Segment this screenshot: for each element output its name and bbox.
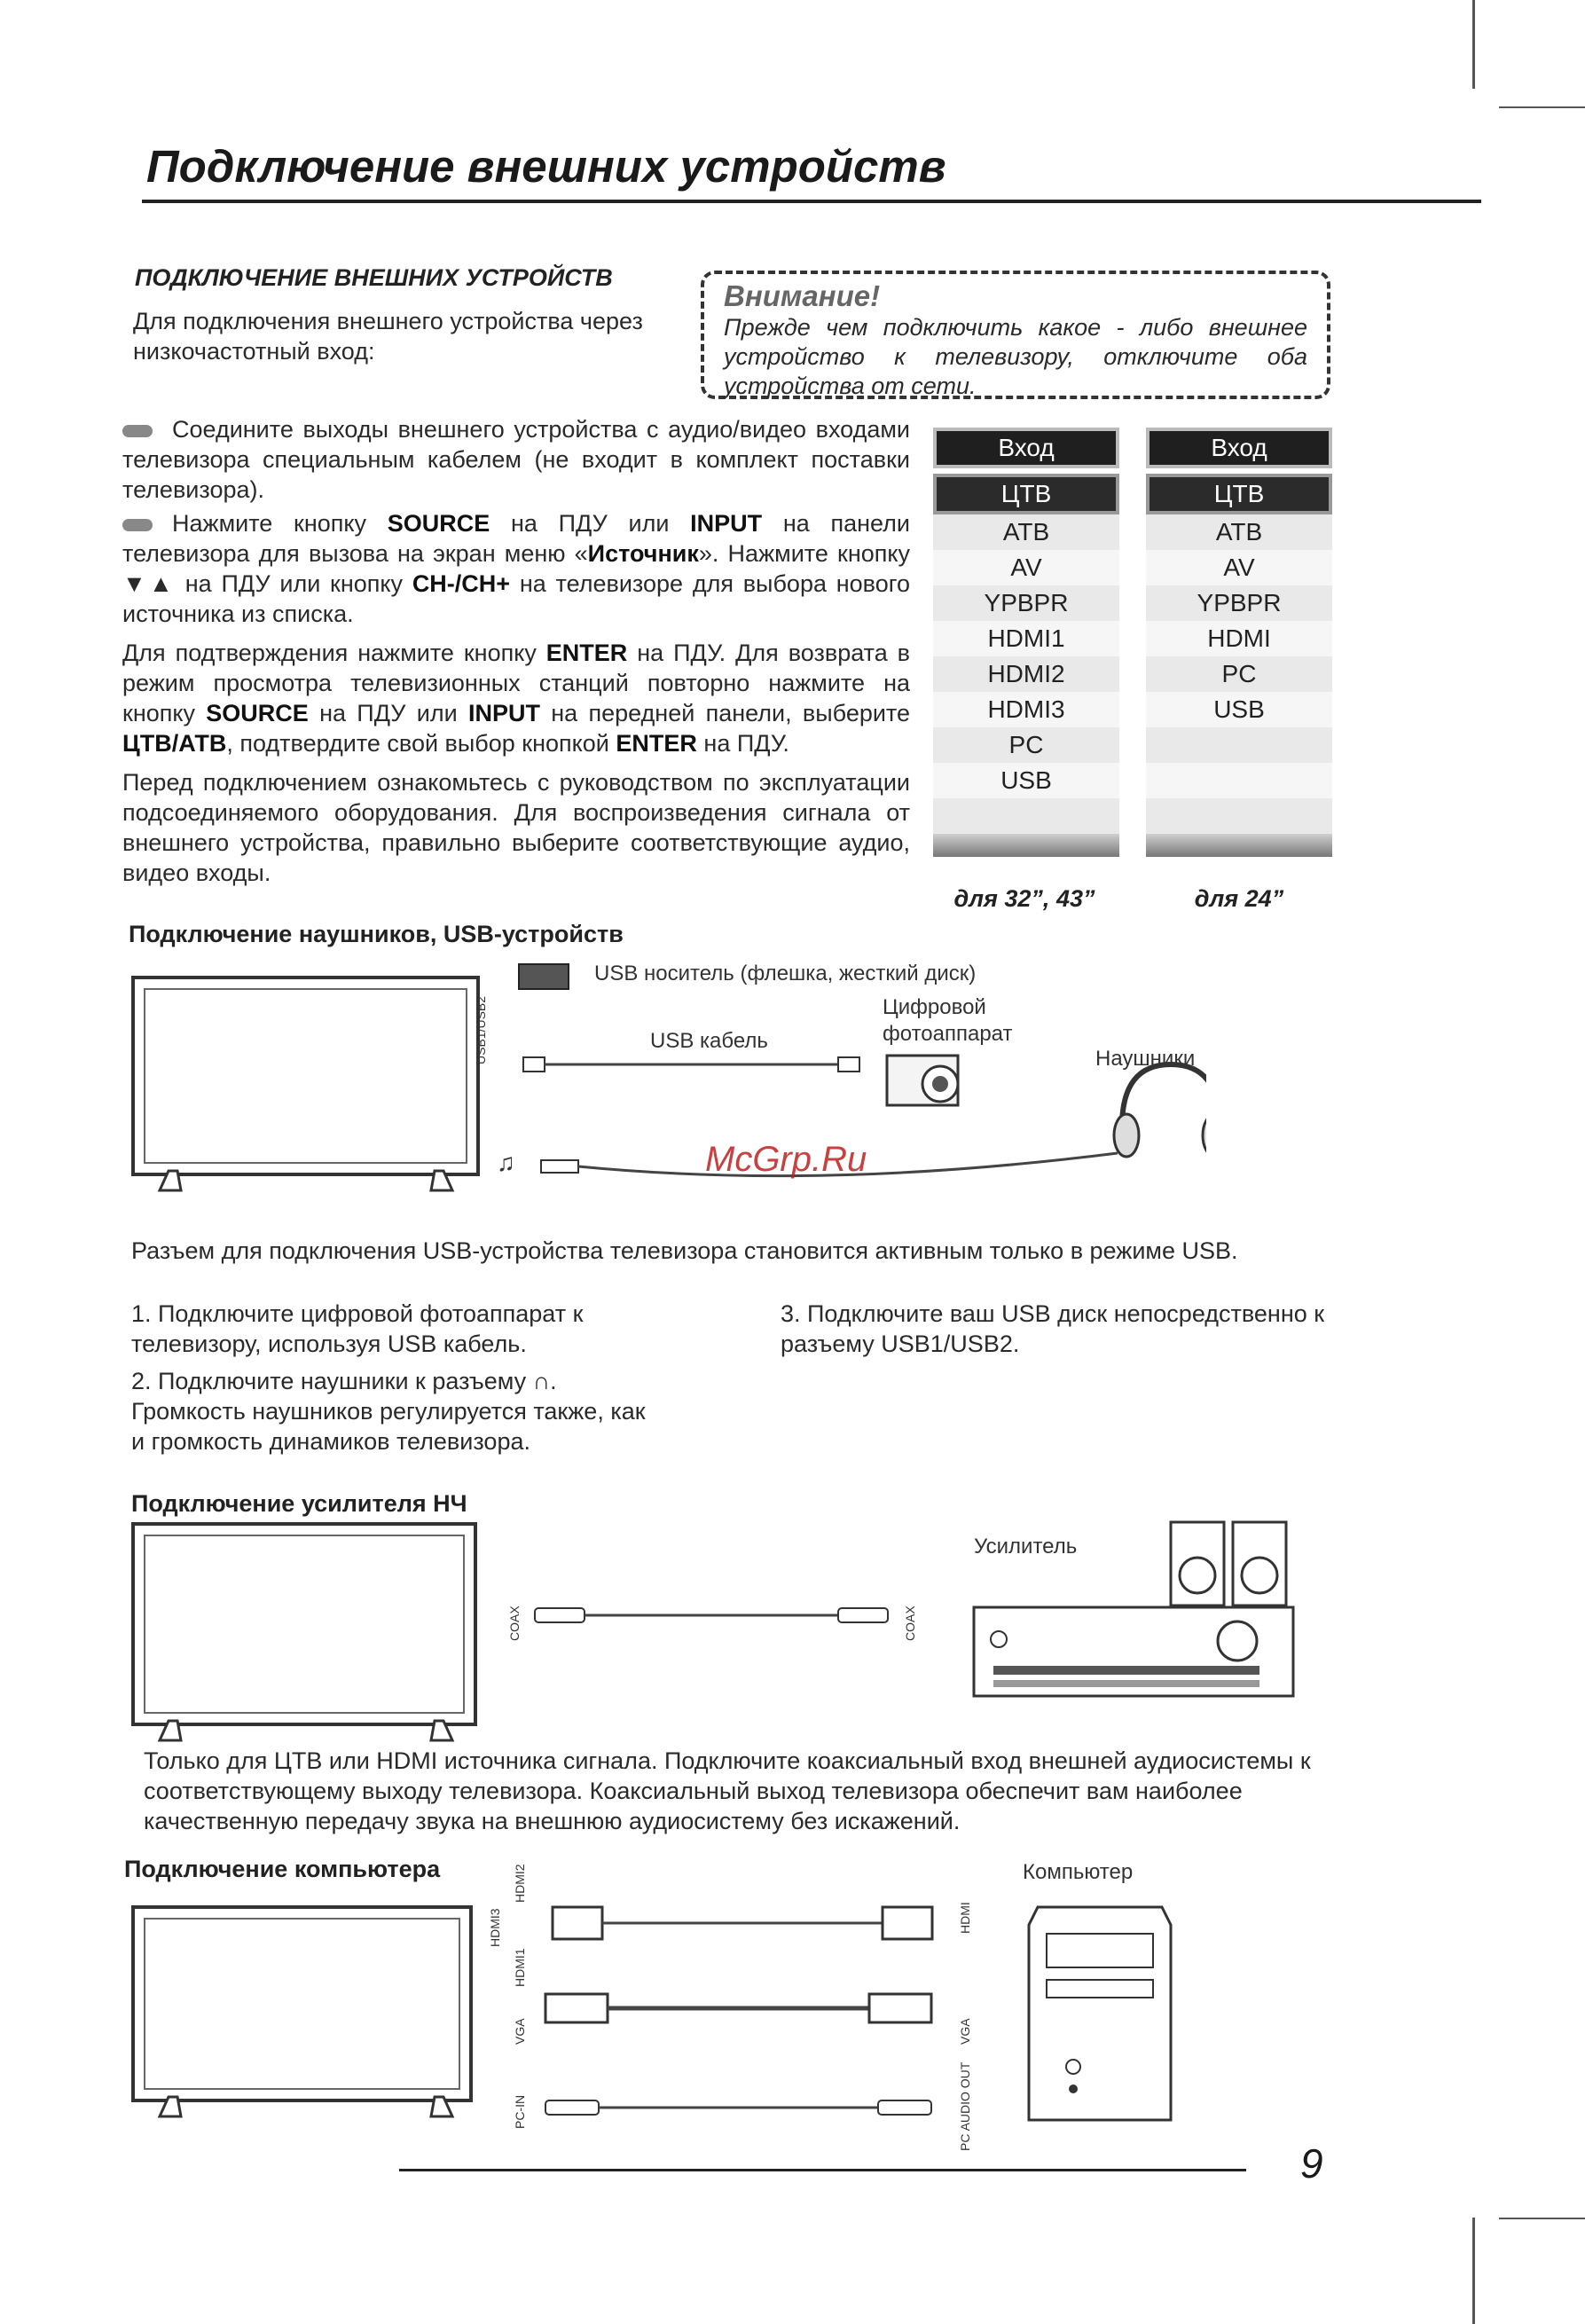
camera-label-1: Цифровой	[883, 995, 986, 1019]
step-4: Перед подключением ознакомьтесь с руководством по эксплуатации подсоединяемого оборудования. Для воспроизведения сигнала от внешнего устройства, правильно выберите соответствующие аудио, видео входы.	[122, 769, 910, 886]
menu-item[interactable]: HDMI1	[933, 621, 1119, 656]
watermark: McGrp.Ru	[705, 1140, 867, 1179]
menu-item	[1146, 727, 1332, 763]
menu-item[interactable]: USB	[933, 763, 1119, 798]
source-menu-24	[1146, 428, 1332, 857]
menu-item	[1146, 798, 1332, 834]
tv-illustration	[131, 1522, 477, 1726]
coax-amp-label: COAX	[903, 1606, 917, 1641]
computer-tower-icon	[1020, 1898, 1180, 2129]
audio-plug-right	[878, 2100, 931, 2115]
bullet-icon	[122, 425, 153, 437]
usb-step-3: 3. Подключите ваш USB диск непосредственно к разъему USB1/USB2.	[781, 1300, 1325, 1357]
menu-item	[933, 798, 1119, 834]
page-number: 9	[1300, 2140, 1323, 2187]
menu-selected-item[interactable]: ЦТВ	[933, 474, 1119, 514]
usb-cable-label: USB кабель	[650, 1029, 768, 1053]
warning-title: Внимание!	[724, 279, 881, 312]
audio-plug	[541, 1160, 578, 1173]
rca-plug-left	[535, 1608, 585, 1622]
warning-text: Прежде чем подключить какое - либо внешнее устройство к телевизору, отключите оба устройства от сети.	[724, 314, 1307, 399]
headphones-icon	[1114, 1064, 1206, 1157]
step-2: Нажмите кнопку SOURCE на ПДУ или INPUT на панели телевизора для вызова на экран меню «Источник». Нажмите кнопку ▼▲ на ПДУ или кнопку CH-/CH+ на телевизоре для выбора нового источника из списка.	[122, 510, 911, 627]
vga-pc-label: VGA	[958, 2018, 972, 2045]
headphone-jack-icon: ♫	[497, 1149, 515, 1176]
usb-plug-left	[523, 1057, 545, 1072]
crop-mark	[1472, 0, 1475, 89]
vga-plug-right	[869, 1994, 931, 2022]
pc-section-title: Подключение компьютера	[124, 1856, 441, 1882]
tv-stand-icon	[151, 1169, 461, 1196]
tv-illustration	[131, 1905, 473, 2102]
rca-plug-right	[838, 1608, 888, 1622]
usb-section-title: Подключение наушников, USB-устройств	[129, 921, 624, 947]
tv-screen	[144, 1918, 460, 2090]
page-title: Подключение внешних устройств	[146, 141, 946, 192]
camera-icon	[887, 1056, 958, 1105]
menu-item[interactable]: AV	[1146, 550, 1332, 585]
coax-cable-drawing	[528, 1601, 900, 1628]
menu-item[interactable]: AV	[933, 550, 1119, 585]
usb-note: Разъем для подключения USB-устройства телевизора становится активным только в режиме USB.	[131, 1237, 1238, 1264]
menu-item[interactable]: YPBPR	[933, 585, 1119, 621]
menu-footer	[1146, 834, 1332, 857]
crop-mark	[1499, 2218, 1585, 2219]
hdmi2-port-label: HDMI2	[513, 1864, 527, 1903]
tv-stand-icon	[151, 1719, 461, 1746]
menu-header: Вход	[1146, 428, 1332, 468]
menu-item[interactable]: HDMI2	[933, 656, 1119, 692]
menu-item[interactable]: HDMI	[1146, 621, 1332, 656]
menu-footer	[933, 834, 1119, 857]
camera-label-2: фотоаппарат	[883, 1022, 1013, 1046]
headphone-jack-icon: ∩	[532, 1368, 551, 1394]
vga-plug-left	[545, 1994, 608, 2022]
menu-item[interactable]: АТВ	[933, 514, 1119, 550]
menu-header: Вход	[933, 428, 1119, 468]
audio-plug-left	[545, 2100, 599, 2115]
hdmi-plug-right	[883, 1907, 932, 1939]
menu-item[interactable]: YPBPR	[1146, 585, 1332, 621]
menu-item[interactable]: АТВ	[1146, 514, 1332, 550]
headphones-label: Наушники	[1095, 1047, 1196, 1071]
amplifier-icon	[967, 1519, 1299, 1705]
tv-screen	[144, 1535, 465, 1714]
usb-media-label: USB носитель (флешка, жесткий диск)	[594, 962, 977, 985]
menu-item[interactable]: PC	[1146, 656, 1332, 692]
hdmi1-port-label: HDMI1	[513, 1948, 527, 1987]
amp-label: Усилитель	[974, 1535, 1078, 1558]
intro-text: Для подключения внешнего устройства через низкочастотный вход:	[133, 308, 643, 365]
header-rule	[142, 200, 1481, 203]
usb-stick-icon	[518, 963, 569, 990]
amp-section-title: Подключение усилителя НЧ	[131, 1490, 467, 1517]
tv-screen	[144, 988, 467, 1164]
crop-mark	[1472, 2218, 1475, 2324]
menu-item[interactable]: USB	[1146, 692, 1332, 727]
hdmi-plug-left	[553, 1907, 602, 1939]
hdmi-pc-label: HDMI	[958, 1902, 972, 1934]
pc-audio-label: PC AUDIO OUT	[958, 2061, 972, 2151]
tv-stand-icon	[151, 2095, 461, 2122]
source-menu-32-43	[933, 428, 1119, 857]
menu-item[interactable]: PC	[933, 727, 1119, 763]
bullet-icon	[122, 519, 153, 531]
step-3: Для подтверждения нажмите кнопку ENTER на ПДУ. Для возврата в режим просмотра телевизионных станций повторно нажмите на кнопку SOURCE на ПДУ или INPUT на передней панели, выберите ЦТВ/АТВ, подтвердите свой выбор кнопкой ENTER на ПДУ.	[122, 640, 911, 757]
steps-block	[122, 414, 910, 888]
warning-box	[701, 271, 1330, 399]
pc-cables-drawing	[537, 1898, 945, 2129]
footer-rule	[399, 2169, 1246, 2171]
pcin-port-label: PC-IN	[513, 2094, 527, 2129]
intro-section-title: ПОДКЛЮЧЕНИЕ ВНЕШНИХ УСТРОЙСТВ	[135, 264, 613, 291]
tv-illustration	[131, 976, 480, 1176]
vga-port-label: VGA	[513, 2018, 527, 2045]
amp-note: Только для ЦТВ или HDMI источника сигнала. Подключите коаксиальный вход внешней аудиосистемы к соответствующему выходу телевизора. Коаксиальный выход телевизора обеспечит вам наиболее качественную передачу звука на внешнюю аудиосистему без искажений.	[144, 1747, 1311, 1834]
menu-item	[1146, 763, 1332, 798]
usb-step-2: 2. Подключите наушники к разъему ∩. Громкость наушников регулируется также, как и громкость динамиков телевизора.	[131, 1368, 646, 1455]
usb-plug-right	[838, 1057, 859, 1072]
menu-caption-24: для 24”	[1194, 885, 1284, 912]
coax-port-label: COAX	[507, 1606, 522, 1641]
computer-label: Компьютер	[1023, 1860, 1134, 1884]
usb-port-label: USB1/USB2	[474, 995, 488, 1064]
crop-mark	[1499, 106, 1585, 108]
step-1: Соедините выходы внешнего устройства с аудио/видео входами телевизора специальным кабелем (не входит в комплект поставки телевизора).	[122, 416, 910, 503]
menu-caption-32-43: для 32”, 43”	[953, 885, 1095, 912]
menu-item[interactable]: HDMI3	[933, 692, 1119, 727]
usb-step-1: 1. Подключите цифровой фотоаппарат к телевизору, используя USB кабель.	[131, 1300, 584, 1357]
menu-selected-item[interactable]: ЦТВ	[1146, 474, 1332, 514]
hdmi3-port-label: HDMI3	[488, 1908, 502, 1947]
